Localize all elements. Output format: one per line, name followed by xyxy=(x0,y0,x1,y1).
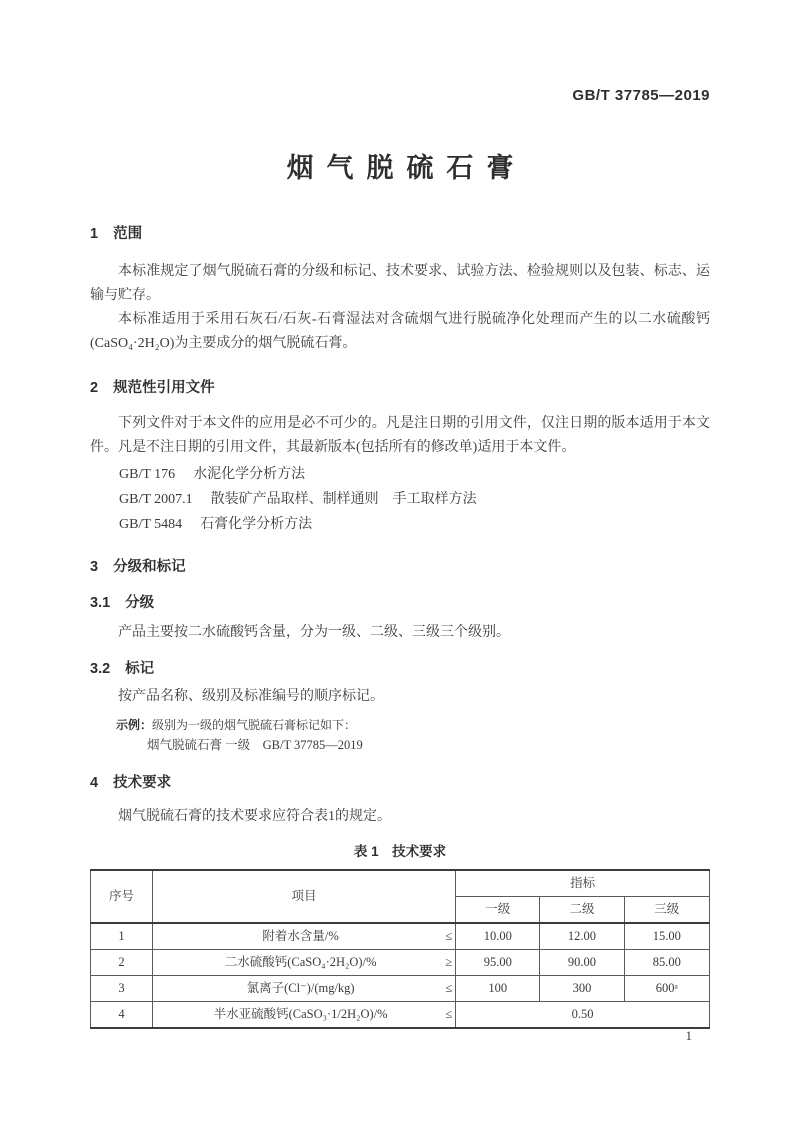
reference-item xyxy=(90,512,710,537)
column-header-no: 序号 xyxy=(91,870,153,923)
example-text: 级别为一级的烟气脱硫石膏标记如下： xyxy=(152,718,357,732)
technical-requirements-paragraph: 烟气脱硫石膏的技术要求应符合表1的规定。 xyxy=(118,809,391,824)
scope-paragraph-2: 本标准适用于采用石灰石/石灰-石膏湿法对含硫烟气进行脱硫净化处理而产生的以二水硫酸钙(CaSO₄·2H₂O)为主要成分的烟气脱硫石膏。 xyxy=(90,312,710,351)
row-item-text: 附着水含量/% xyxy=(262,929,339,943)
section-3-heading xyxy=(90,557,710,577)
document-title: 烟气脱硫石膏 xyxy=(286,153,527,183)
reference-name: 散装矿产品取样、制样通则 手工取样方法 xyxy=(210,492,477,507)
row-item-text: 半水亚硫酸钙(CaSO₃·1/2H₂O)/% xyxy=(213,1007,388,1021)
grade-3-value: 85.00 xyxy=(624,950,709,976)
row-item xyxy=(152,1002,455,1029)
reference-code: GB/T 5484 xyxy=(119,517,183,532)
reference-list xyxy=(90,462,710,537)
section-title: 分级和标记 xyxy=(113,559,186,575)
column-header-grade-1: 一级 xyxy=(456,897,540,924)
reference-name: 水泥化学分析方法 xyxy=(193,467,306,482)
section-title: 标记 xyxy=(125,661,155,677)
section-title: 规范性引用文件 xyxy=(113,380,215,396)
row-item xyxy=(152,976,455,1002)
example-marking: 烟气脱硫石膏 一级 GB/T 37785—2019 xyxy=(147,738,363,752)
reference-code: GB/T 2007.1 xyxy=(119,492,193,507)
row-no: 4 xyxy=(91,1002,153,1029)
section-title: 技术要求 xyxy=(113,775,172,791)
example-line xyxy=(90,715,710,735)
merged-value: 0.50 xyxy=(456,1002,710,1029)
grade-1-value: 95.00 xyxy=(456,950,540,976)
reference-code: GB/T 176 xyxy=(119,467,176,482)
row-item-text: 氯离子(Cl⁻)/(mg/kg) xyxy=(246,981,355,995)
section-number: 1 xyxy=(90,226,99,242)
grade-2-value: 300 xyxy=(540,976,624,1002)
row-operator: ≤ xyxy=(445,981,453,995)
standard-number: GB/T 37785—2019 xyxy=(572,87,710,104)
row-item-text: 二水硫酸钙(CaSO₄·2H₂O)/% xyxy=(224,955,377,969)
grade-1-value: 10.00 xyxy=(456,923,540,950)
section-title: 分级 xyxy=(125,595,155,611)
section-4-heading xyxy=(90,773,710,793)
grade-3-value: 15.00 xyxy=(624,923,709,950)
row-no: 1 xyxy=(91,923,153,950)
row-no: 3 xyxy=(91,976,153,1002)
section-number: 3 xyxy=(90,559,99,575)
row-item xyxy=(152,950,455,976)
table-row xyxy=(91,976,710,1002)
grade-3-value: 600ᵃ xyxy=(624,976,709,1002)
section-number: 3.2 xyxy=(90,661,111,677)
section-number: 2 xyxy=(90,380,99,396)
grading-paragraph: 产品主要按二水硫酸钙含量，分为一级、二级、三级三个级别。 xyxy=(118,625,510,640)
section-2-heading xyxy=(90,378,710,398)
grade-2-value: 12.00 xyxy=(540,923,624,950)
reference-item xyxy=(90,487,710,512)
reference-name: 石膏化学分析方法 xyxy=(200,517,313,532)
row-item xyxy=(152,923,455,950)
marking-paragraph: 按产品名称、级别及标准编号的顺序标记。 xyxy=(118,689,384,704)
section-3-1-heading xyxy=(90,593,710,613)
page-number: 1 xyxy=(685,1028,692,1043)
section-title: 范围 xyxy=(113,226,143,242)
table-header-row-1 xyxy=(91,870,710,897)
table-row xyxy=(91,950,710,976)
references-intro-paragraph: 下列文件对于本文件的应用是必不可少的。凡是注日期的引用文件，仅注日期的版本适用于本文件。凡是不注日期的引用文件，其最新版本(包括所有的修改单)适用于本文件。 xyxy=(90,416,710,455)
section-3-2-heading xyxy=(90,659,710,679)
row-operator: ≥ xyxy=(445,955,453,969)
table-caption: 表 1 技术要求 xyxy=(353,844,447,859)
reference-item xyxy=(90,462,710,487)
section-1-heading xyxy=(90,224,710,244)
example-label: 示例： xyxy=(116,718,153,732)
row-no: 2 xyxy=(91,950,153,976)
grade-1-value: 100 xyxy=(456,976,540,1002)
table-row xyxy=(91,923,710,950)
column-header-grade-3: 三级 xyxy=(624,897,709,924)
technical-requirements-table xyxy=(90,869,710,1029)
column-header-grade-2: 二级 xyxy=(540,897,624,924)
column-header-item: 项目 xyxy=(152,870,455,923)
row-operator: ≤ xyxy=(445,929,453,943)
section-number: 4 xyxy=(90,775,99,791)
section-number: 3.1 xyxy=(90,595,111,611)
table-row xyxy=(91,1002,710,1029)
row-operator: ≤ xyxy=(445,1007,453,1021)
scope-paragraph-1: 本标准规定了烟气脱硫石膏的分级和标记、技术要求、试验方法、检验规则以及包装、标志、运输与贮存。 xyxy=(90,264,710,303)
column-header-index: 指标 xyxy=(456,870,710,897)
grade-2-value: 90.00 xyxy=(540,950,624,976)
